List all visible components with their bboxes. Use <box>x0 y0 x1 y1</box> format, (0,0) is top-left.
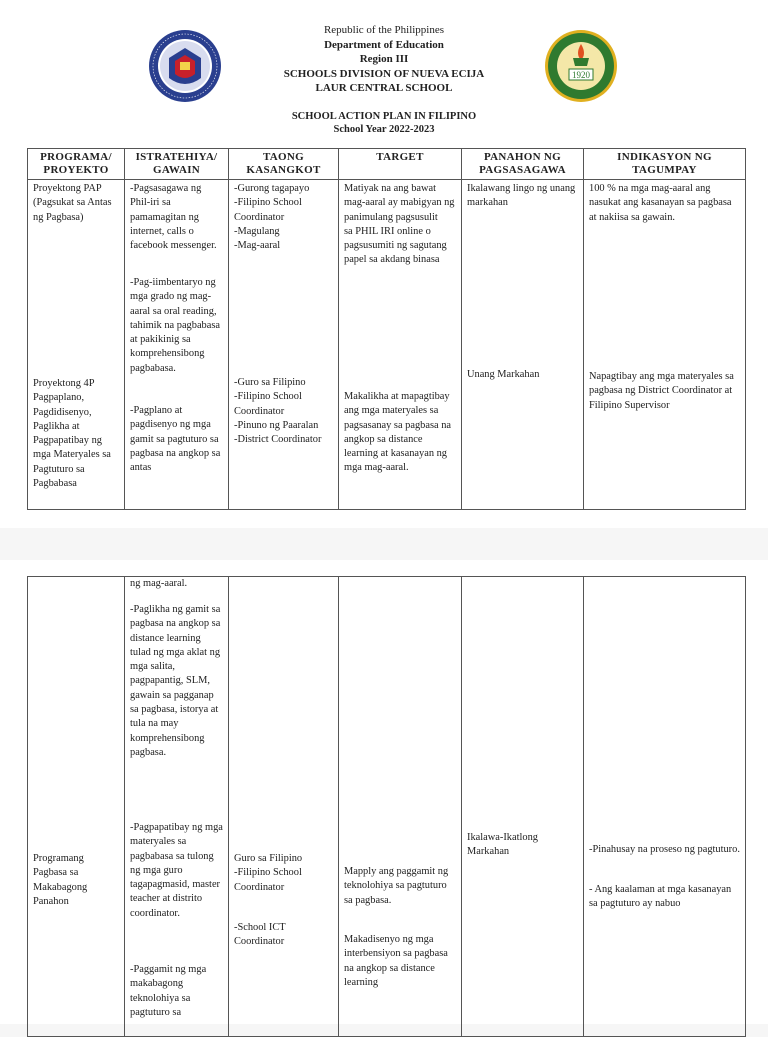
cell-taong <box>229 577 339 1037</box>
document-header <box>0 23 768 96</box>
target-interbensiyon: Makadisenyo ng mga interbensiyon sa pagbasa na angkop sa distance learning <box>344 934 448 988</box>
action-plan-table-page1 <box>27 148 746 510</box>
taong-item: -School ICT Coordinator <box>234 922 286 948</box>
school-seal-logo <box>543 28 619 104</box>
taong-item: -Filipino School Coordinator <box>234 197 302 223</box>
cell-panahon <box>462 577 584 1037</box>
istratehiya-pagpapatibay: -Pagpapatibay ng mga materyales sa pagbabasa sa tulong ng mga guro tagapagmasid, master teacher at distrito coordinator. <box>130 822 223 919</box>
taong-group-b <box>234 921 333 950</box>
plan-title: SCHOOL ACTION PLAN IN FILIPINO <box>291 111 477 122</box>
header-department: Department of Education <box>324 38 444 51</box>
column-header-taong: TAONG KASANGKOT <box>229 149 339 180</box>
column-header-target: TARGET <box>339 149 462 180</box>
table-header-row <box>28 149 746 180</box>
table-row <box>28 180 746 510</box>
column-header-istratehiya: ISTRATEHIYA/ GAWAIN <box>125 149 229 180</box>
cell-programa <box>28 180 125 510</box>
table-row <box>28 577 746 1037</box>
taong-item: -Pinuno ng Paaralan <box>234 419 319 431</box>
istratehiya-continued: ng mag-aaral. <box>130 578 188 589</box>
header-republic: Republic of the Philippines <box>323 24 445 36</box>
seal-year-text: 1920 <box>572 70 590 80</box>
istratehiya-phil-iri: -Pagsasagawa ng Phil-iri sa pamamagitan ng internet, calls o facebook messenger. <box>130 183 217 252</box>
programa-pap: Proyektong PAP (Pagsukat sa Antas ng Pagbasa) <box>33 183 112 223</box>
target-pap-line2: sa PHIL IRI online o pagsusumiti ng sagutang papel sa akdang binasa <box>344 225 447 266</box>
panahon-4p: Unang Markahan <box>467 369 540 380</box>
target-pap-line1: Matiyak na ang bawat mag-aaral ay mabigyan ng panimulang pagsusulit <box>344 183 455 223</box>
taong-item: -District Coordinator <box>234 434 322 446</box>
taong-item: Guro sa Filipino <box>234 853 303 864</box>
taong-group-b <box>234 376 333 447</box>
plan-title-block <box>0 110 768 136</box>
indikasyon-pap: 100 % na mga mag-aaral ang nasukat ang kasanayan sa pagbasa at nakiisa sa gawain. <box>589 183 732 223</box>
target-pap <box>344 182 456 268</box>
istratehiya-teknolohiya: -Paggamit ng mga makabagong teknolohiya sa pagtuturo sa <box>130 964 207 1018</box>
cell-taong <box>229 180 339 510</box>
cell-panahon <box>462 180 584 510</box>
column-header-programa: PROGRAMA/ PROYEKTO <box>28 149 125 180</box>
cell-istratehiya <box>125 577 229 1037</box>
taong-group-a <box>234 182 333 253</box>
taong-item: -Filipino School Coordinator <box>234 867 302 893</box>
panahon-ikalawa: Ikalawa-Ikatlong Markahan <box>467 832 538 858</box>
column-header-indikasyon: INDIKASYON NG TAGUMPAY <box>584 149 746 180</box>
istratehiya-imbentaryo: -Pag-iimbentaryo ng mga grado ng mag-aaral sa oral reading, tahimik na pagbabasa at pakikinig sa komprehensibong pagbabasa. <box>130 277 221 374</box>
programa-4p: Proyektong 4P Pagpaplano, Pagdidisenyo, Paglikha at Pagpapatibay ng mga Materyales sa Pagtuturo sa Pagbabasa <box>33 378 111 490</box>
taong-item: -Gurong tagapayo <box>234 183 310 194</box>
istratehiya-paglikha: -Paglikha ng gamit sa pagbasa na angkop sa distance learning tulad ng mga aklat ng mga salita, pagpapantig, SLM, gawain sa pagganap sa pagbasa, istorya at tula na may komprehensibong pagbasa. <box>130 604 221 758</box>
plan-school-year: School Year 2022-2023 <box>333 124 435 135</box>
taong-item: -Magulang <box>234 225 280 237</box>
cell-programa <box>28 577 125 1037</box>
panahon-pap: Ikalawang lingo ng unang markahan <box>467 183 576 209</box>
target-apply: Mapply ang paggamit ng teknolohiya sa pagtuturo sa pagbasa. <box>344 866 449 906</box>
cell-indikasyon <box>584 180 746 510</box>
indikasyon-kaalaman: - Ang kaalaman at mga kasanayan sa pagtuturo ay nabuo <box>589 884 732 910</box>
taong-item: -Guro sa Filipino <box>234 377 306 388</box>
istratehiya-pagplano: -Pagplano at pagdisenyo ng mga gamit sa pagtuturo sa pagbasa na angkop sa antas <box>130 405 221 474</box>
cell-target <box>339 577 462 1037</box>
indikasyon-4p: Napagtibay ang mga materyales sa pagbasa ng District Coordinator at Filipino Supervisor <box>589 371 734 411</box>
header-region: Region III <box>359 53 409 65</box>
cell-istratehiya <box>125 180 229 510</box>
programa-makabagong: Programang Pagbasa sa Makabagong Panahon <box>33 853 88 907</box>
column-header-panahon: PANAHON NG PAGSASAGAWA <box>462 149 584 180</box>
target-4p: Makalikha at mapagtibay ang mga materyales sa pagsasanay sa pagbasa na angkop sa distance learning at kasanayan ng mga mag-aaral. <box>344 391 452 474</box>
header-division: SCHOOLS DIVISION OF NUEVA ECIJA <box>283 67 485 80</box>
taong-item: -Mag-aaral <box>234 240 281 252</box>
header-school: LAUR CENTRAL SCHOOL <box>315 82 453 94</box>
cell-indikasyon <box>584 577 746 1037</box>
taong-item: -Filipino School Coordinator <box>234 391 302 417</box>
cell-target <box>339 180 462 510</box>
action-plan-table-page2 <box>27 576 746 1037</box>
indikasyon-pinahusay: -Pinahusay na proseso ng pagtuturo. <box>589 844 740 855</box>
taong-group-a <box>234 852 333 895</box>
